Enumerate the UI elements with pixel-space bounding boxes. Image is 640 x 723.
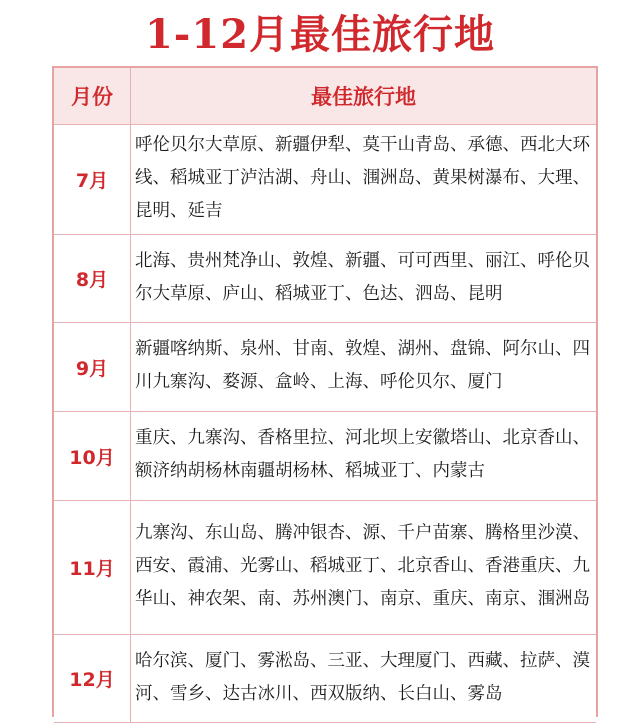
month-cell: 12月	[54, 635, 131, 723]
header-month: 月份	[54, 68, 131, 125]
table-row	[54, 412, 596, 501]
places-cell: 哈尔滨、厦门、雾淞岛、三亚、大理厦门、西藏、拉萨、漠河、雪乡、达古冰川、西双版纳、长白山、雾岛	[131, 635, 597, 723]
places-cell: 重庆、九寨沟、香格里拉、河北坝上安徽塔山、北京香山、额济纳胡杨林南疆胡杨林、稻城亚丁、内蒙古	[131, 412, 597, 501]
travel-table-frame	[52, 66, 598, 717]
places-cell: 北海、贵州梵净山、敦煌、新疆、可可西里、丽江、呼伦贝尔大草原、庐山、稻城亚丁、色达、泗岛、昆明	[131, 235, 597, 323]
month-cell: 9月	[54, 323, 131, 412]
places-cell: 新疆喀纳斯、泉州、甘南、敦煌、湖州、盘锦、阿尔山、四川九寨沟、婺源、盒岭、上海、呼伦贝尔、厦门	[131, 323, 597, 412]
table-row	[54, 235, 596, 323]
month-cell: 7月	[54, 125, 131, 235]
header-places: 最佳旅行地	[131, 68, 597, 125]
table-row	[54, 323, 596, 412]
travel-table	[54, 68, 596, 723]
month-cell: 8月	[54, 235, 131, 323]
table-row	[54, 125, 596, 235]
places-cell: 呼伦贝尔大草原、新疆伊犁、莫干山青岛、承德、西北大环线、稻城亚丁泸沽湖、舟山、涠洲岛、黄果树瀑布、大理、昆明、延吉	[131, 125, 597, 235]
places-cell: 九寨沟、东山岛、腾冲银杏、源、千户苗寨、腾格里沙漠、西安、霞浦、光雾山、稻城亚丁、北京香山、香港重庆、九华山、神农架、南、苏州澳门、南京、重庆、南京、涠洲岛	[131, 501, 597, 635]
table-row	[54, 635, 596, 723]
month-cell: 11月	[54, 501, 131, 635]
month-cell: 10月	[54, 412, 131, 501]
table-header-row	[54, 68, 596, 125]
table-row	[54, 501, 596, 635]
page-title: 1-12月最佳旅行地	[144, 10, 496, 58]
